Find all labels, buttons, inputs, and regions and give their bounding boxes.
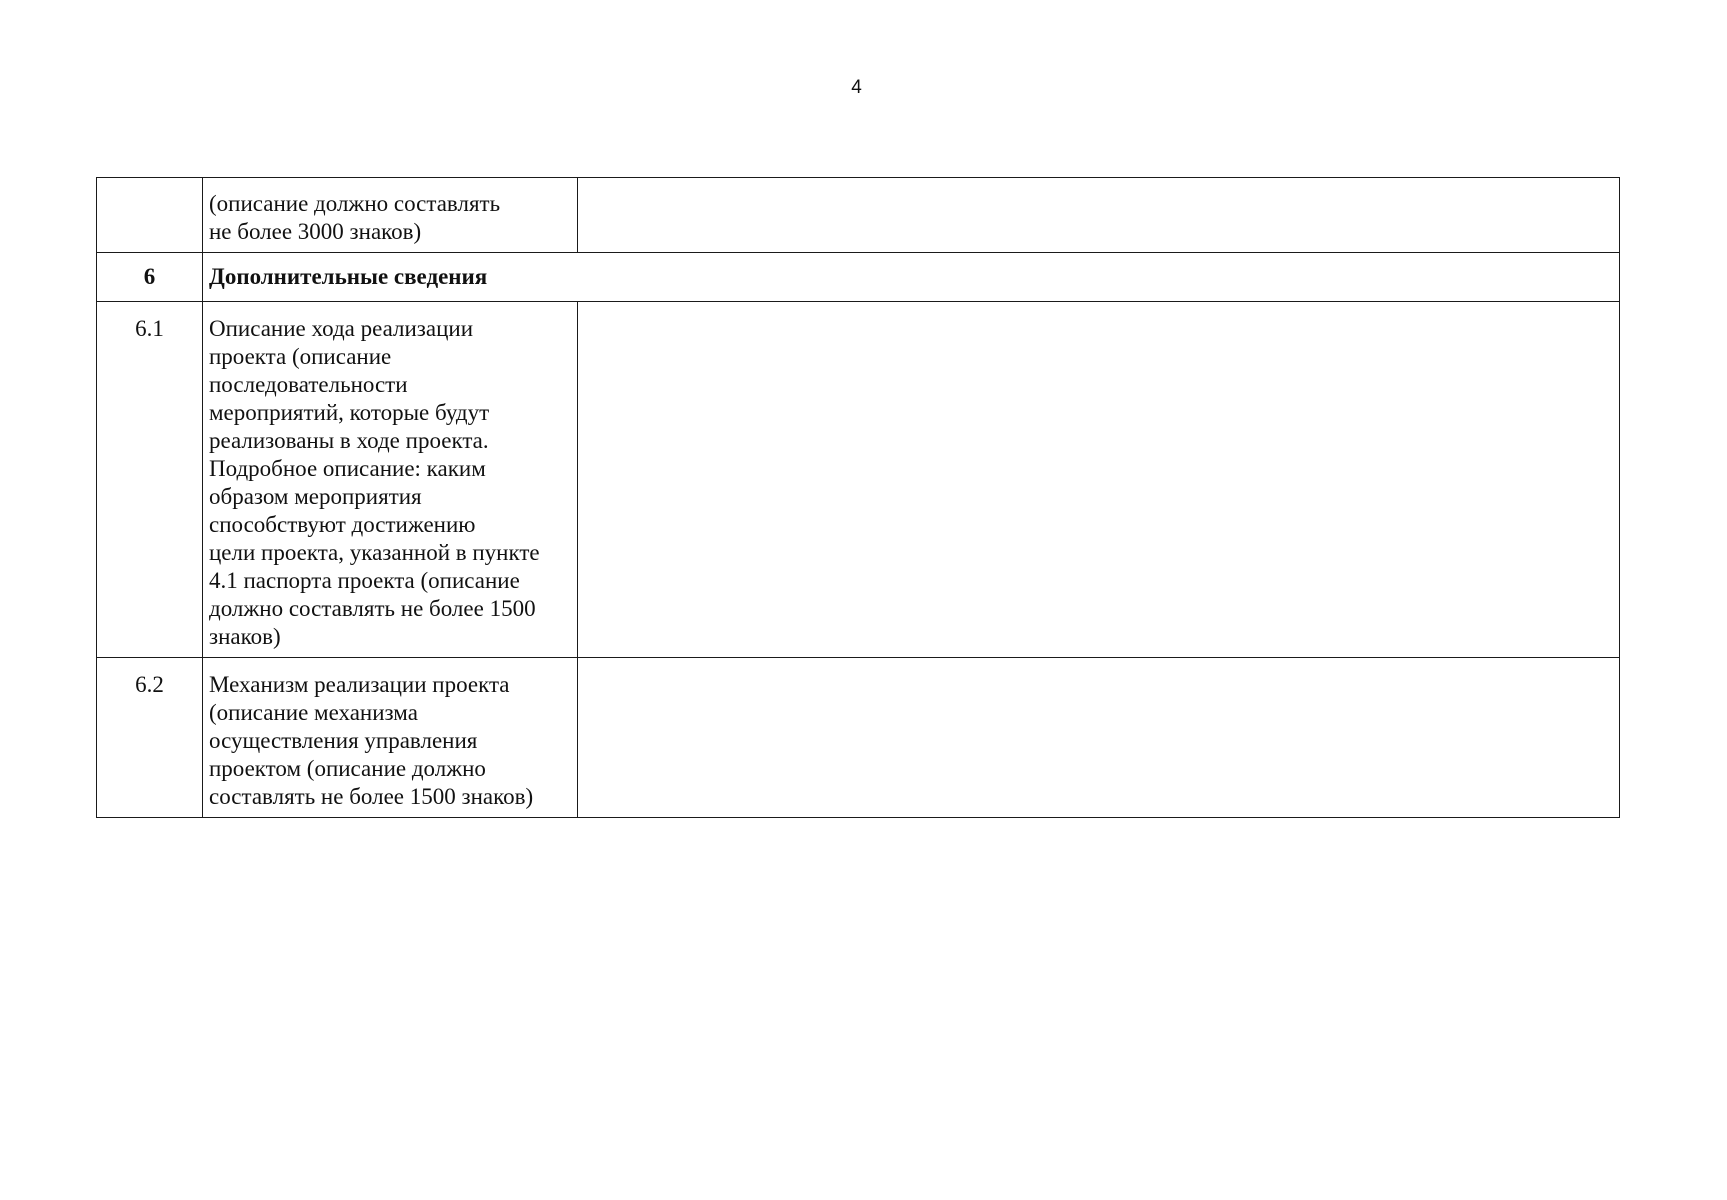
row-label-text: Описание хода реализации проекта (описание последовательности мероприятий, которые будут реализованы в ходе проекта. Подробное описание: каким образом мероприятия способствуют достижению цели проекта, указанной в пункте 4.1 паспорта проекта (описание должно составлять не более 1500 знаков) xyxy=(209,316,540,649)
row-label-cell xyxy=(203,178,578,253)
row-number-cell: 6.2 xyxy=(97,658,203,818)
row-number-cell xyxy=(97,178,203,253)
table-row xyxy=(97,658,1620,818)
table-row xyxy=(97,178,1620,253)
row-label-text: Механизм реализации проекта (описание механизма осуществления управления проектом (описание должно составлять не более 1500 знаков) xyxy=(209,672,534,809)
row-label-cell xyxy=(203,302,578,658)
row-value-field[interactable] xyxy=(578,658,1620,818)
section-number-cell: 6 xyxy=(97,253,203,302)
row-number-cell: 6.1 xyxy=(97,302,203,658)
row-label-text: (описание должно составлять не более 3000 знаков) xyxy=(209,191,501,244)
row-value-field[interactable] xyxy=(578,302,1620,658)
row-label-cell xyxy=(203,658,578,818)
table-row xyxy=(97,302,1620,658)
section-title: Дополнительные сведения xyxy=(203,253,1620,302)
section-header-row xyxy=(97,253,1620,302)
page-number: 4 xyxy=(851,77,862,98)
project-form-table xyxy=(96,177,1620,818)
row-value-field[interactable] xyxy=(578,178,1620,253)
